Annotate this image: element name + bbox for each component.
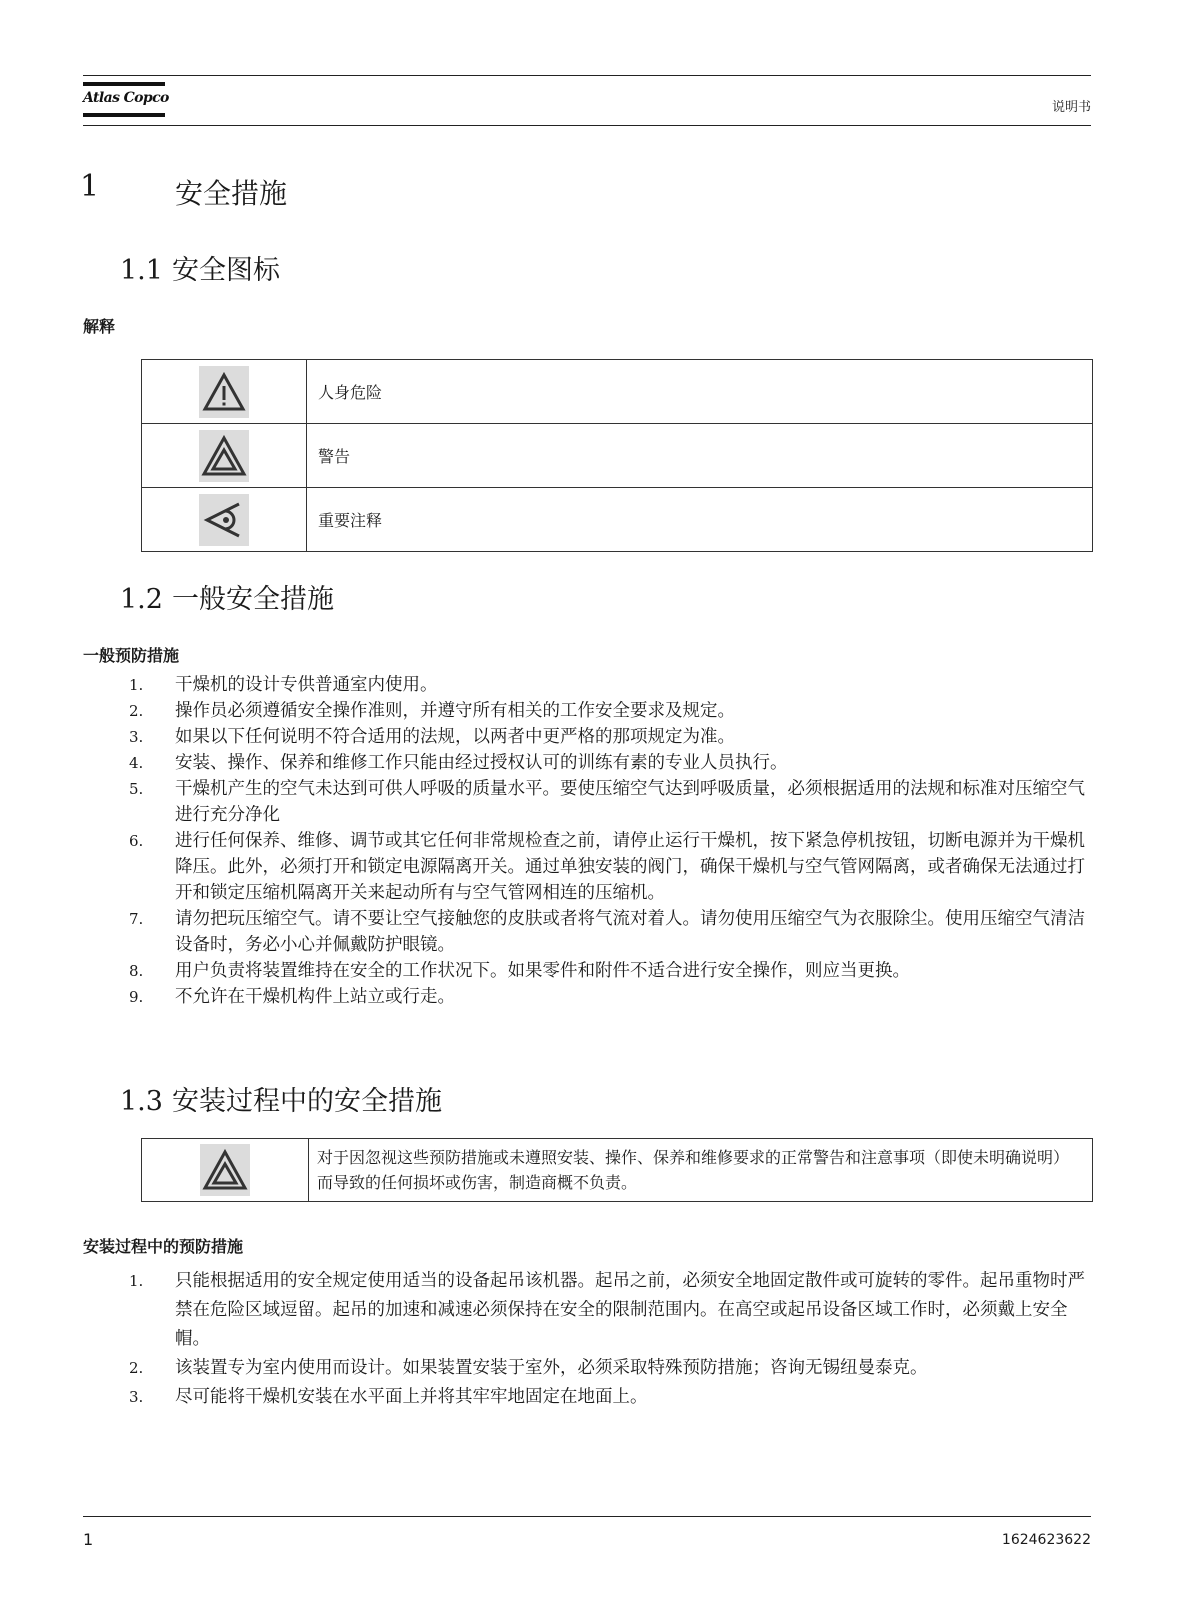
general-precautions-list <box>83 672 1093 1010</box>
liability-note-text: 对于因忽视这些预防措施或未遵照安装、操作、保养和维修要求的正常警告和注意事项（即使未明确说明）而导致的任何损坏或伤害，制造商概不负责。 <box>309 1139 1093 1202</box>
item-text: 该装置专为室内使用而设计。如果装置安装于室外，必须采取特殊预防措施；咨询无锡纽曼泰克。 <box>175 1358 928 1378</box>
list-item <box>83 672 1093 698</box>
section-1-3-heading <box>120 1079 442 1118</box>
footer-rule <box>83 1516 1091 1517</box>
list-item <box>83 1354 1093 1383</box>
section-number: 1.3 <box>120 1086 163 1117</box>
item-number: 1. <box>129 676 144 694</box>
item-text: 只能根据适用的安全规定使用适当的设备起吊该机器。起吊之前，必须安全地固定散件或可旋转的零件。起吊重物时严禁在危险区域逗留。起吊的加速和减速必须保持在安全的限制范围内。在高空或起吊设备区域工作时，必须戴上安全帽。 <box>175 1271 1085 1349</box>
list-item <box>83 1383 1093 1412</box>
section-number: 1.1 <box>120 255 163 286</box>
warning-triangle-icon <box>199 430 249 482</box>
item-text: 进行任何保养、维修、调节或其它任何非常规检查之前，请停止运行干燥机，按下紧急停机按钮，切断电源并为干燥机降压。此外，必须打开和锁定电源隔离开关。通过单独安装的阀门，确保干燥机与空气管网隔离，或者确保无法通过打开和锁定压缩机隔离开关来起动所有与空气管网相连的压缩机。 <box>175 831 1085 903</box>
section-title: 安全图标 <box>172 255 280 286</box>
table-row <box>142 360 1093 424</box>
document-type: 说明书 <box>1051 100 1091 115</box>
item-number: 3. <box>129 1388 144 1406</box>
item-text: 尽可能将干燥机安装在水平面上并将其牢牢地固定在地面上。 <box>175 1387 648 1407</box>
list-item <box>83 776 1093 828</box>
safety-icons-table <box>141 359 1093 552</box>
icon-description: 重要注释 <box>307 488 1093 552</box>
item-number: 9. <box>129 988 144 1006</box>
item-number: 7. <box>129 910 144 928</box>
list-item <box>83 750 1093 776</box>
eye-note-icon <box>199 494 249 546</box>
section-1-2-heading <box>120 577 334 616</box>
icon-description: 人身危险 <box>307 360 1093 424</box>
item-number: 8. <box>129 962 144 980</box>
item-text: 用户负责将装置维持在安全的工作状况下。如果零件和附件不适合进行安全操作，则应当更换。 <box>175 961 910 981</box>
item-number: 1. <box>129 1272 144 1290</box>
icon-description: 警告 <box>307 424 1093 488</box>
item-text: 不允许在干燥机构件上站立或行走。 <box>175 987 455 1007</box>
list-item <box>83 984 1093 1010</box>
list-item <box>83 828 1093 906</box>
item-number: 2. <box>129 1359 144 1377</box>
document-code: 1624623622 <box>1001 1532 1091 1548</box>
section-title: 一般安全措施 <box>172 584 334 615</box>
list-item <box>83 724 1093 750</box>
general-precautions-label: 一般预防措施 <box>83 646 180 665</box>
chapter-title: 安全措施 <box>175 177 288 210</box>
section-1-1-heading <box>120 248 280 287</box>
explanation-label: 解释 <box>83 317 116 336</box>
chapter-number: 1 <box>80 169 100 204</box>
table-row <box>142 424 1093 488</box>
table-row <box>142 1139 1093 1202</box>
installation-precautions-list <box>83 1267 1093 1412</box>
list-item <box>83 698 1093 724</box>
item-text: 干燥机的设计专供普通室内使用。 <box>175 675 438 695</box>
list-item <box>83 958 1093 984</box>
list-item <box>83 906 1093 958</box>
item-number: 3. <box>129 728 144 746</box>
logo-text: Atlas Copco <box>83 90 169 106</box>
item-number: 6. <box>129 832 144 850</box>
liability-note-box <box>141 1138 1093 1202</box>
item-text: 干燥机产生的空气未达到可供人呼吸的质量水平。要使压缩空气达到呼吸质量，必须根据适用的法规和标准对压缩空气进行充分净化 <box>175 779 1085 825</box>
table-row <box>142 488 1093 552</box>
item-text: 请勿把玩压缩空气。请不要让空气接触您的皮肤或者将气流对着人。请勿使用压缩空气为衣服除尘。使用压缩空气清洁设备时，务必小心并佩戴防护眼镜。 <box>175 909 1085 955</box>
item-number: 4. <box>129 754 144 772</box>
item-number: 5. <box>129 780 144 798</box>
atlas-copco-logo <box>83 82 169 126</box>
installation-precautions-label: 安装过程中的预防措施 <box>83 1237 244 1256</box>
item-number: 2. <box>129 702 144 720</box>
item-text: 如果以下任何说明不符合适用的法规，以两者中更严格的那项规定为准。 <box>175 727 735 747</box>
section-title: 安装过程中的安全措施 <box>172 1086 442 1117</box>
header-top-rule <box>83 75 1091 76</box>
list-item <box>83 1267 1093 1354</box>
warning-triangle-icon <box>200 1144 250 1196</box>
section-number: 1.2 <box>120 584 163 615</box>
page-number: 1 <box>83 1530 94 1549</box>
item-text: 操作员必须遵循安全操作准则，并遵守所有相关的工作安全要求及规定。 <box>175 701 735 721</box>
danger-exclamation-triangle-icon <box>199 366 249 418</box>
item-text: 安装、操作、保养和维修工作只能由经过授权认可的训练有素的专业人员执行。 <box>175 753 788 773</box>
header-bottom-rule <box>83 125 1091 126</box>
